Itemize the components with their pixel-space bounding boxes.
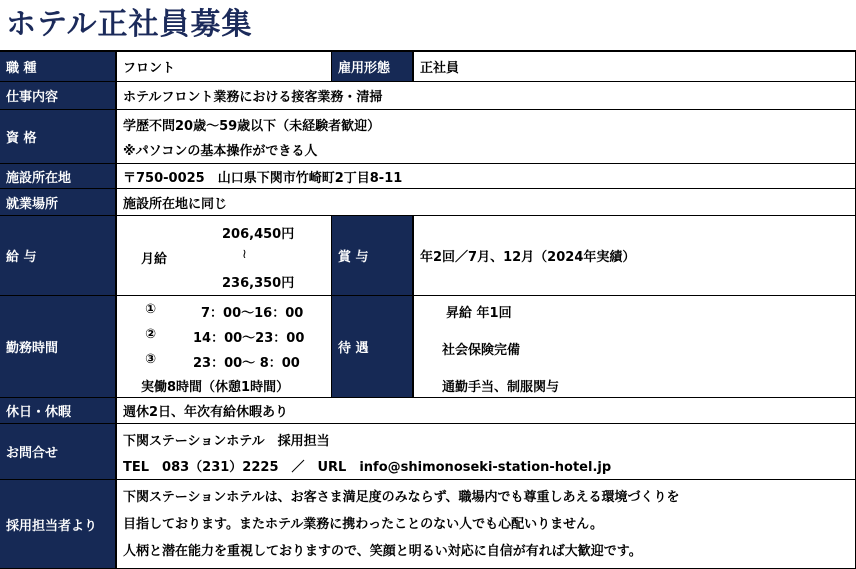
job-type-value: フロント bbox=[117, 52, 332, 82]
message-value bbox=[117, 480, 856, 569]
page-title: ホテル正社員募集 bbox=[6, 7, 253, 42]
bonus-value: 年2回／7月、12月（2024年実績） bbox=[414, 216, 856, 296]
qualification-line-1: 学歴不問20歳～59歳以下（未経験者歓迎） bbox=[123, 119, 381, 134]
benefit-item: 通勤手当、制服関与 bbox=[442, 380, 560, 395]
salary-min: 206,450円 bbox=[222, 227, 295, 242]
employment-type-value: 正社員 bbox=[414, 52, 856, 82]
message-line: 人柄と潜在能力を重視しておりますので、笑顔と明るい対応に自信が有れば大歓迎です。 bbox=[123, 544, 642, 559]
job-type-label: 職 種 bbox=[0, 52, 117, 82]
actual-hours: 実働8時間（休憩1時間） bbox=[141, 380, 290, 395]
salary-max: 236,350円 bbox=[222, 276, 295, 291]
benefits-value bbox=[414, 296, 856, 398]
facility-label: 施設所在地 bbox=[0, 164, 117, 189]
shift-time: 14：00～23：00 bbox=[193, 331, 305, 346]
salary-value bbox=[117, 216, 332, 296]
hours-value bbox=[117, 296, 332, 398]
contact-tel-url: TEL 083（231）2225 ／ URL info@shimonoseki-station-hotel.jp bbox=[123, 460, 612, 475]
duties-value: ホテルフロント業務における接客業務・清掃 bbox=[117, 82, 856, 110]
message-line: 目指しております。またホテル業務に携わったことのない人でも心配いりません。 bbox=[123, 517, 603, 532]
shift-time: 7：00～16：00 bbox=[201, 306, 304, 321]
duties-label: 仕事内容 bbox=[0, 82, 117, 110]
shift-time: 23：00～ 8：00 bbox=[193, 356, 300, 371]
facility-value: 〒750-0025 山口県下関市竹崎町2丁目8-11 bbox=[117, 164, 856, 189]
message-label: 採用担当者より bbox=[0, 480, 117, 569]
holidays-value: 週休2日、年次有給休暇あり bbox=[117, 398, 856, 424]
qualification-value bbox=[117, 110, 856, 164]
bonus-label: 賞 与 bbox=[332, 216, 414, 296]
benefits-label: 待 遇 bbox=[332, 296, 414, 398]
shift-number: ② bbox=[145, 327, 157, 342]
benefit-item: 昇給 年1回 bbox=[446, 306, 512, 321]
employment-type-label: 雇用形態 bbox=[332, 52, 414, 82]
contact-hotel-name: 下関ステーションホテル 採用担当 bbox=[123, 434, 330, 449]
workplace-value: 施設所在地に同じ bbox=[117, 189, 856, 216]
salary-monthly-label: 月給 bbox=[141, 252, 168, 267]
message-line: 下関ステーションホテルは、お客さま満足度のみならず、職場内でも尊重しあえる環境づくりを bbox=[123, 490, 680, 505]
job-posting-table bbox=[0, 50, 856, 569]
contact-value bbox=[117, 424, 856, 480]
salary-range-tilde: ≀ bbox=[242, 247, 247, 262]
qualification-line-2: ※パソコンの基本操作ができる人 bbox=[123, 144, 318, 159]
workplace-label: 就業場所 bbox=[0, 189, 117, 216]
shift-number: ③ bbox=[145, 352, 157, 367]
holidays-label: 休日・休暇 bbox=[0, 398, 117, 424]
benefit-item: 社会保険完備 bbox=[442, 343, 521, 358]
contact-label: お問合せ bbox=[0, 424, 117, 480]
hours-label: 勤務時間 bbox=[0, 296, 117, 398]
salary-label: 給 与 bbox=[0, 216, 117, 296]
shift-number: ① bbox=[145, 302, 157, 317]
qualification-label: 資 格 bbox=[0, 110, 117, 164]
